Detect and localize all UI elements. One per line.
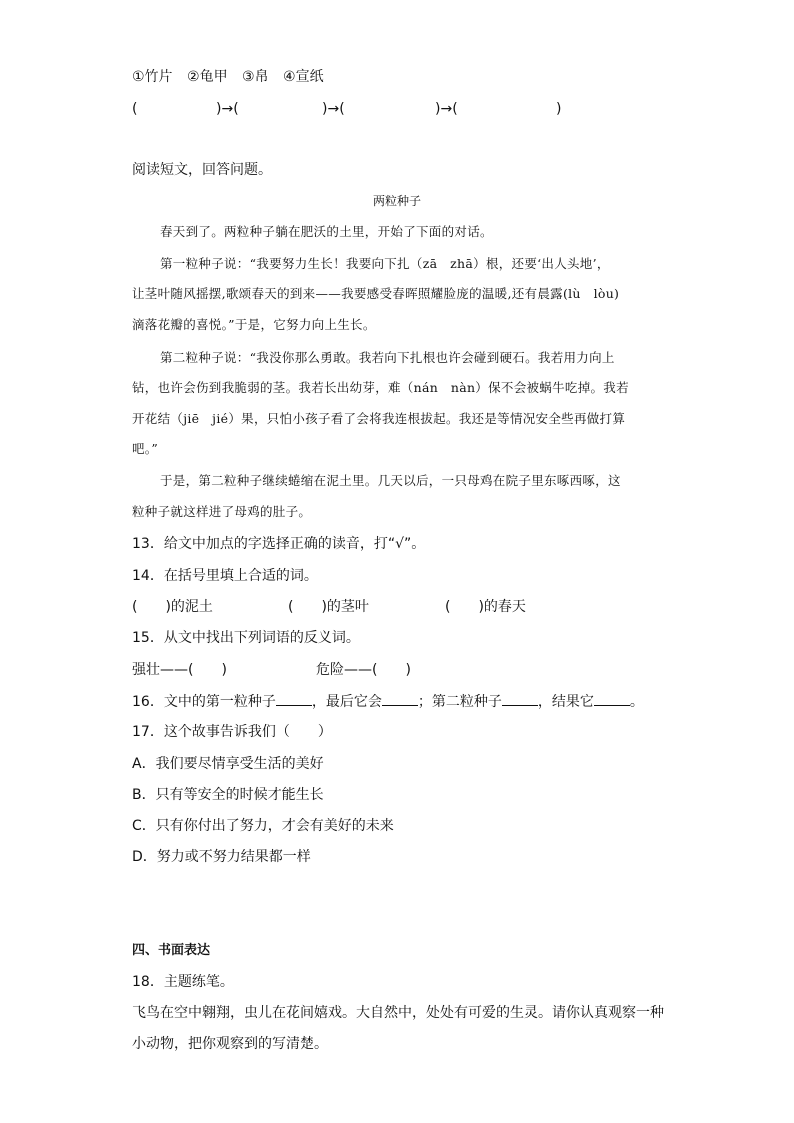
story-title: 两粒种子 <box>372 194 421 208</box>
sequence-part: )→( <box>216 101 239 117</box>
question-15: 15．从文中找出下列词语的反义词。 <box>132 630 360 646</box>
story-paragraph-3-line: 吧。” <box>132 441 159 456</box>
question-16-part: 16．文中的第一粒种子 <box>132 694 276 710</box>
story-paragraph-2-line: 第一粒种子说：“我要努力生长！我要向下扎（zā zhā）根，还要‘出人头地’， <box>160 256 610 271</box>
section-4-heading: 四、书面表达 <box>132 943 211 958</box>
story-paragraph-2-line: 滴落花瓣的喜悦。”于是，它努力向上生长。 <box>132 317 376 332</box>
question-17-option-a[interactable]: A．我们要尽情享受生活的美好 <box>132 756 324 772</box>
story-paragraph-3-line: 第二粒种子说：“我没你那么勇敢。我若向下扎根也许会碰到硬石。我若用力向上 <box>160 350 615 365</box>
sequence-part: ( <box>132 101 138 117</box>
sequence-part: )→( <box>322 101 345 117</box>
story-paragraph-4-line: 于是，第二粒种子继续蜷缩在泥土里。几天以后，一只母鸡在院子里东啄西啄，这 <box>160 473 621 488</box>
question-15-item: 强壮——( ) <box>132 662 227 678</box>
question-13: 13．给文中加点的字选择正确的读音，打“√”。 <box>132 536 426 552</box>
option-4: ④宣纸 <box>283 69 324 85</box>
story-paragraph-3-line: 开花结（jiē jié）果，只怕小孩子看了会将我连根拔起。我还是等情况安全些再做打算 <box>132 411 626 426</box>
question-15-item: 危险——( ) <box>316 662 411 678</box>
story-paragraph-4-line: 粒种子就这样进了母鸡的肚子。 <box>132 504 312 519</box>
story-paragraph-2-line: 让茎叶随风摇摆,歌颂春天的到来——我要感受春晖照耀脸庞的温暖,还有晨露(lù lòu) <box>132 286 620 301</box>
question-14-item: ( )的春天 <box>445 599 526 615</box>
reading-intro: 阅读短文，回答问题。 <box>132 162 272 178</box>
answer-blank[interactable] <box>276 691 312 706</box>
option-3: ③帛 <box>242 69 269 85</box>
answer-blank[interactable] <box>594 691 630 706</box>
story-paragraph-1: 春天到了。两粒种子躺在肥沃的土里，开始了下面的对话。 <box>160 224 493 239</box>
question-16-part: ，结果它 <box>537 694 594 710</box>
option-2: ②龟甲 <box>187 69 228 85</box>
question-17-option-b[interactable]: B．只有等安全的时候才能生长 <box>132 787 324 803</box>
question-18-text: 小动物，把你观察到的写清楚。 <box>132 1036 328 1052</box>
option-1: ①竹片 <box>132 69 173 85</box>
question-14-item: ( )的茎叶 <box>288 599 369 615</box>
question-17-option-c[interactable]: C．只有你付出了努力，才会有美好的未来 <box>132 818 394 834</box>
story-paragraph-3-line: 钻，也许会伤到我脆弱的茎。我若长出幼芽，难（nán nàn）保不会被蜗牛吃掉。我若 <box>132 380 629 395</box>
question-16-part: 。 <box>629 694 644 710</box>
answer-blank[interactable] <box>382 691 418 706</box>
question-17: 17．这个故事告诉我们（ ） <box>132 724 332 740</box>
question-18-text: 飞鸟在空中翱翔，虫儿在花间嬉戏。大自然中，处处有可爱的生灵。请你认真观察一种 <box>132 1005 664 1021</box>
sequence-part: ) <box>556 101 562 117</box>
question-14: 14．在括号里填上合适的词。 <box>132 568 318 584</box>
question-14-item: ( )的泥土 <box>132 599 213 615</box>
answer-blank[interactable] <box>502 691 538 706</box>
sequence-part: )→( <box>435 101 458 117</box>
question-16-part: ，最后它会 <box>311 694 382 710</box>
options-line <box>132 67 324 87</box>
question-16-part: ；第二粒种子 <box>417 694 502 710</box>
question-17-option-d[interactable]: D．努力或不努力结果都一样 <box>132 849 311 865</box>
sequence-line <box>132 99 582 119</box>
question-16 <box>132 691 644 712</box>
question-18: 18．主题练笔。 <box>132 974 234 990</box>
